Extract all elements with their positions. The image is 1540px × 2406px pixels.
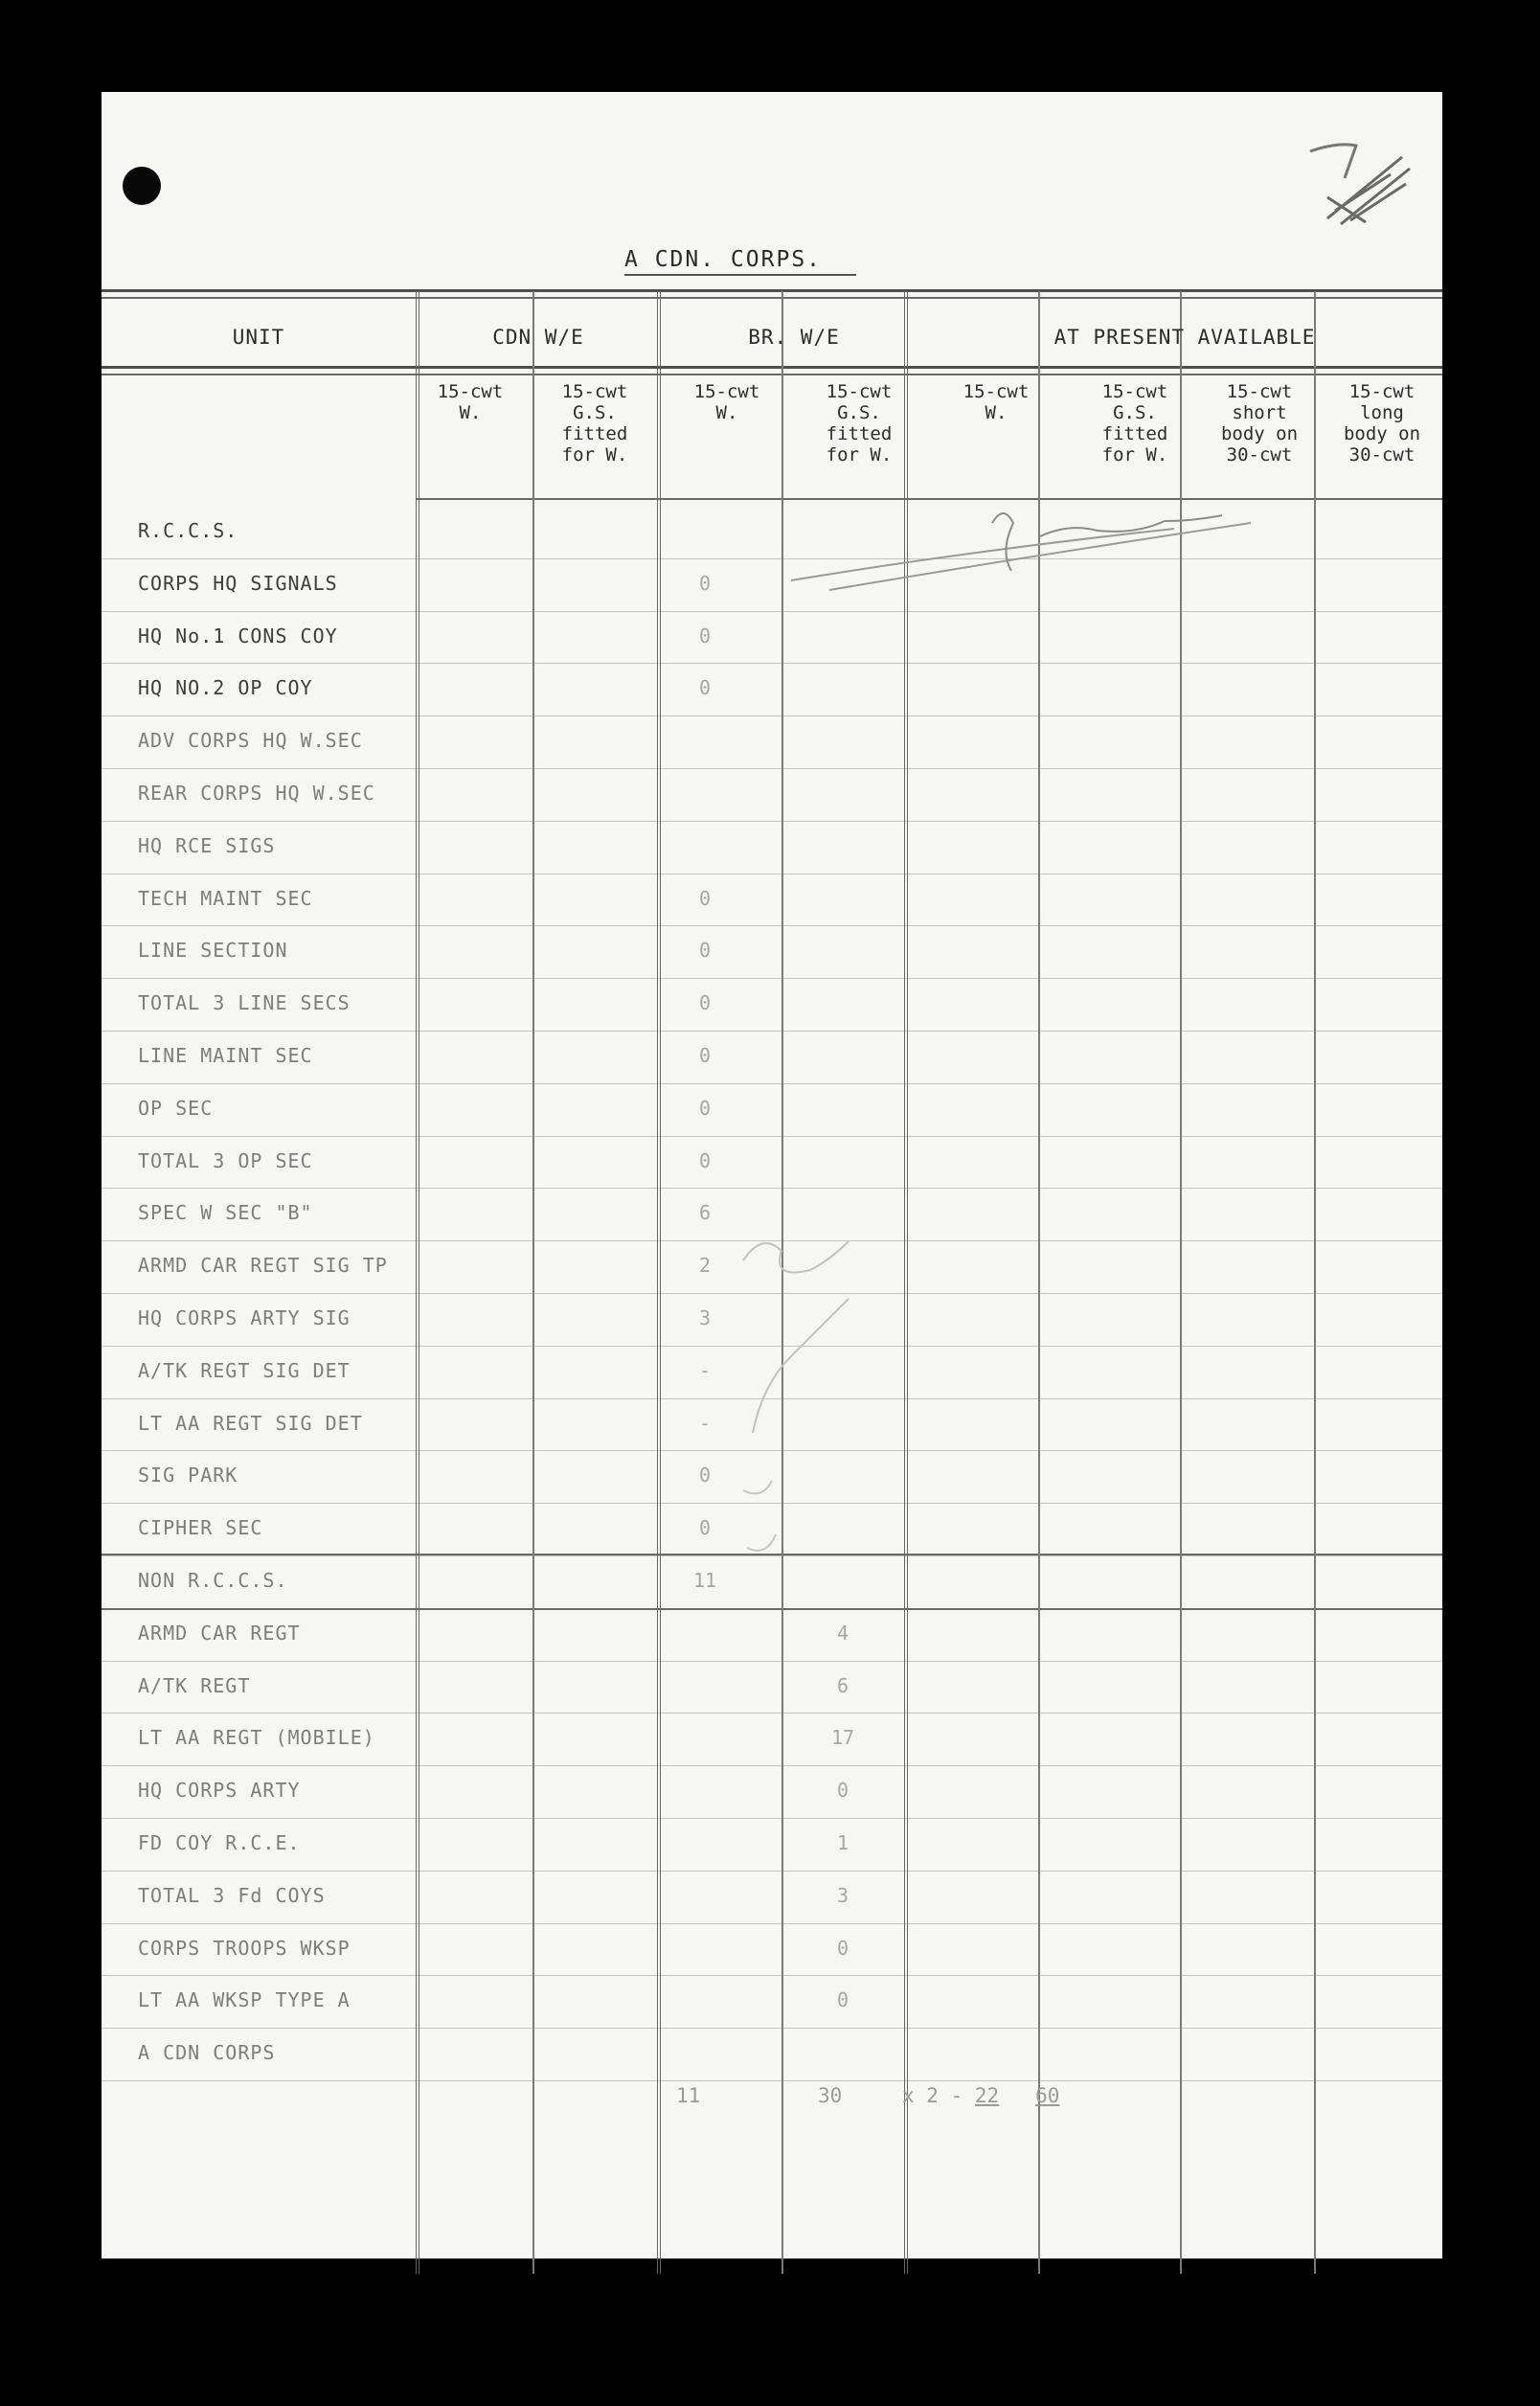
header-cdn-we: CDN W/E bbox=[492, 326, 584, 349]
value-br-w: 3 bbox=[698, 1306, 712, 1329]
value-br-gs: 17 bbox=[830, 1726, 855, 1750]
punch-hole bbox=[123, 167, 161, 205]
value-br-gs: 0 bbox=[836, 1988, 849, 2012]
group-header-rule bbox=[102, 366, 1442, 369]
unit-label: CORPS TROOPS WKSP bbox=[138, 1936, 351, 1960]
header-br-we: BR. W/E bbox=[748, 326, 840, 349]
value-br-gs: 1 bbox=[836, 1831, 849, 1854]
unit-label: ARMD CAR REGT SIG TP bbox=[138, 1254, 388, 1278]
row-rule bbox=[102, 1136, 1442, 1137]
pencil-annotation-side bbox=[724, 1165, 868, 1567]
header-top-rule-inner bbox=[102, 297, 1442, 299]
handwritten-page-number bbox=[1299, 130, 1423, 236]
unit-label: A/TK REGT SIG DET bbox=[138, 1358, 351, 1382]
unit-label: REAR CORPS HQ W.SEC bbox=[138, 782, 375, 805]
subheader-avail-gs: 15-cwt G.S. fitted for W. bbox=[1101, 381, 1168, 465]
unit-label: TOTAL 3 OP SEC bbox=[138, 1148, 313, 1172]
value-br-w: 0 bbox=[698, 886, 712, 910]
header-at-present-available: AT PRESENT AVAILABLE bbox=[1053, 326, 1316, 349]
unit-label: TECH MAINT SEC bbox=[138, 886, 313, 910]
total-formula-b: 60 bbox=[1035, 2084, 1060, 2107]
total-formula-sep bbox=[1011, 2084, 1024, 2107]
group-header-rule-inner bbox=[102, 374, 1442, 375]
unit-label: HQ RCE SIGS bbox=[138, 833, 276, 857]
subheader-avail-short: 15-cwt short body on 30-cwt bbox=[1220, 381, 1299, 465]
value-br-w: 6 bbox=[698, 1201, 712, 1225]
row-rule bbox=[102, 663, 1442, 664]
pencil-annotation-strike bbox=[772, 494, 1308, 600]
unit-label: SIG PARK bbox=[138, 1464, 238, 1487]
row-rule bbox=[102, 1975, 1442, 1976]
value-br-w: 0 bbox=[698, 991, 712, 1015]
row-rule bbox=[102, 1661, 1442, 1662]
value-br-w: 0 bbox=[698, 1044, 712, 1067]
row-rule bbox=[102, 1031, 1442, 1032]
unit-label: SPEC W SEC "B" bbox=[138, 1201, 313, 1225]
header-top-rule bbox=[102, 289, 1442, 292]
total-formula-prefix: x 2 - bbox=[902, 2084, 963, 2107]
unit-label: LT AA REGT (MOBILE) bbox=[138, 1726, 375, 1750]
unit-label: CIPHER SEC bbox=[138, 1516, 263, 1540]
unit-label: OP SEC bbox=[138, 1096, 214, 1120]
value-br-w: 0 bbox=[698, 939, 712, 963]
value-br-w: 0 bbox=[698, 1464, 712, 1487]
value-br-gs: 0 bbox=[836, 1936, 849, 1960]
column-rule bbox=[532, 291, 534, 2274]
value-br-gs: 4 bbox=[836, 1621, 849, 1645]
row-rule bbox=[102, 768, 1442, 769]
total-br-w: 11 bbox=[676, 2084, 701, 2107]
row-rule bbox=[102, 978, 1442, 979]
row-rule bbox=[102, 715, 1442, 716]
value-br-w: 0 bbox=[698, 571, 712, 595]
row-rule bbox=[102, 611, 1442, 612]
total-br-gs: 30 bbox=[818, 2084, 843, 2107]
unit-label: HQ No.1 CONS COY bbox=[138, 624, 338, 647]
row-rule bbox=[102, 1871, 1442, 1872]
unit-label: A/TK REGT bbox=[138, 1673, 251, 1697]
value-br-gs: 0 bbox=[836, 1779, 849, 1803]
value-br-w: 0 bbox=[698, 676, 712, 700]
total-formula bbox=[902, 2084, 1059, 2107]
unit-label: FD COY R.C.E. bbox=[138, 1831, 301, 1854]
subheader-avail-long: 15-cwt long body on 30-cwt bbox=[1343, 381, 1421, 465]
unit-label: LINE SECTION bbox=[138, 939, 288, 963]
value-br-w: 11 bbox=[692, 1569, 717, 1592]
subheader-cdn-w: 15-cwt W. bbox=[437, 381, 504, 423]
unit-label: TOTAL 3 LINE SECS bbox=[138, 991, 351, 1015]
subheader-avail-w: 15-cwt W. bbox=[962, 381, 1030, 423]
unit-label: A CDN CORPS bbox=[138, 2041, 276, 2065]
header-unit: UNIT bbox=[232, 326, 285, 349]
unit-label: R.C.C.S. bbox=[138, 519, 238, 542]
document-title: A CDN. CORPS. bbox=[624, 247, 823, 272]
subheader-cdn-gs: 15-cwt G.S. fitted for W. bbox=[561, 381, 628, 465]
value-br-gs: 6 bbox=[836, 1673, 849, 1697]
row-rule bbox=[102, 1818, 1442, 1819]
row-rule bbox=[102, 1713, 1442, 1714]
subheader-br-gs: 15-cwt G.S. fitted for W. bbox=[826, 381, 893, 465]
row-rule bbox=[102, 821, 1442, 822]
value-br-w: - bbox=[698, 1358, 712, 1382]
row-rule bbox=[102, 1765, 1442, 1766]
unit-label: LINE MAINT SEC bbox=[138, 1044, 313, 1067]
title-underline bbox=[624, 274, 856, 276]
value-br-w: 0 bbox=[698, 1516, 712, 1540]
total-formula-a: 22 bbox=[974, 2084, 1000, 2107]
section-rule-b bbox=[102, 1608, 1442, 1610]
column-rule bbox=[416, 291, 419, 2274]
document-sheet bbox=[102, 92, 1442, 2258]
unit-label: HQ CORPS ARTY SIG bbox=[138, 1306, 351, 1329]
subheader-br-w: 15-cwt W. bbox=[693, 381, 760, 423]
row-rule bbox=[102, 1083, 1442, 1084]
value-br-w: 2 bbox=[698, 1254, 712, 1278]
unit-label: LT AA WKSP TYPE A bbox=[138, 1988, 351, 2012]
value-br-w: - bbox=[698, 1411, 712, 1435]
unit-label: ADV CORPS HQ W.SEC bbox=[138, 729, 363, 753]
unit-label: CORPS HQ SIGNALS bbox=[138, 571, 338, 595]
row-rule bbox=[102, 2028, 1442, 2029]
column-rule bbox=[657, 291, 661, 2274]
column-rule bbox=[1314, 291, 1316, 2274]
row-rule bbox=[102, 925, 1442, 926]
row-rule bbox=[102, 2080, 1442, 2081]
unit-label: HQ CORPS ARTY bbox=[138, 1779, 301, 1803]
value-br-w: 0 bbox=[698, 1096, 712, 1120]
value-br-w: 0 bbox=[698, 1148, 712, 1172]
unit-label: ARMD CAR REGT bbox=[138, 1621, 301, 1645]
unit-label: TOTAL 3 Fd COYS bbox=[138, 1883, 326, 1907]
value-br-w: 0 bbox=[698, 624, 712, 647]
unit-label: LT AA REGT SIG DET bbox=[138, 1411, 363, 1435]
unit-label: HQ NO.2 OP COY bbox=[138, 676, 313, 700]
row-rule bbox=[102, 1923, 1442, 1924]
value-br-gs: 3 bbox=[836, 1883, 849, 1907]
unit-label: NON R.C.C.S. bbox=[138, 1569, 288, 1592]
